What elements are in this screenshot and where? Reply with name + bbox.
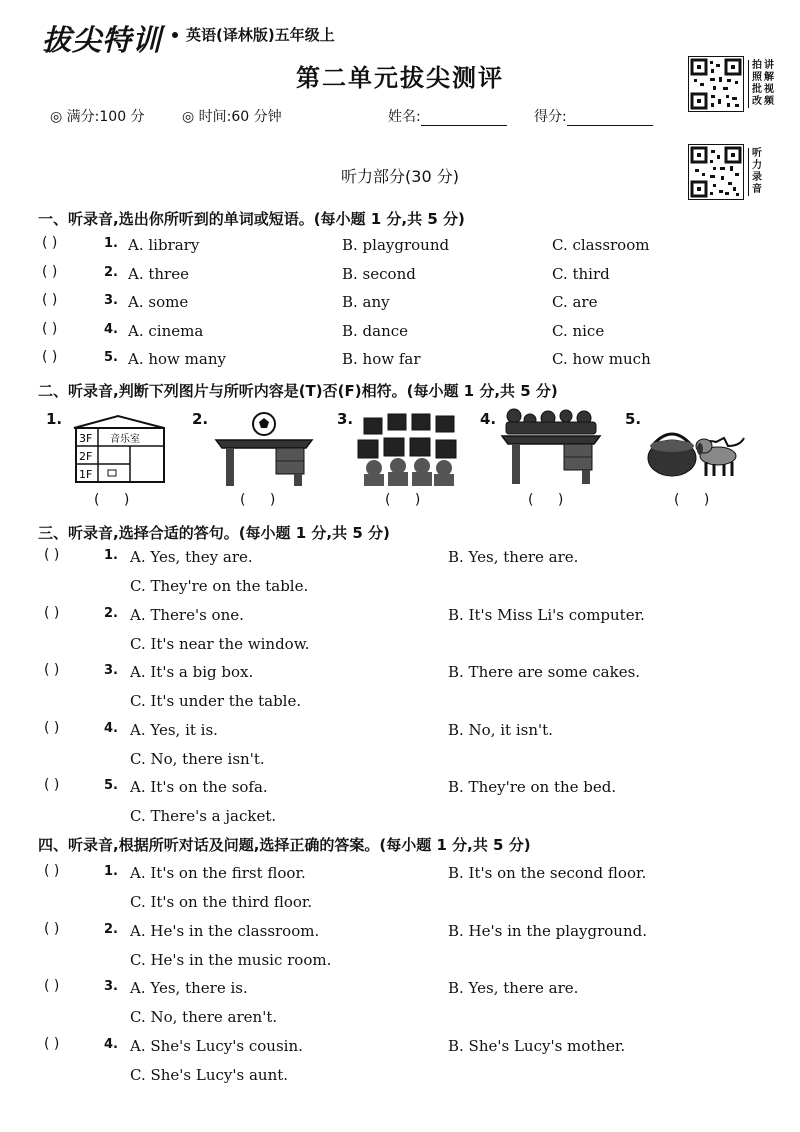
ball-on-table-picture (214, 408, 314, 488)
option-b: B. any (342, 293, 390, 311)
answer-blank[interactable]: ( ) (42, 320, 58, 337)
option-b: B. She's Lucy's mother. (448, 1036, 626, 1055)
option-b: B. Yes, there are. (448, 548, 579, 566)
option-c: C. It's under the table. (130, 692, 302, 710)
option-c: C. There's a jacket. (130, 807, 277, 825)
name-label: 姓名: (388, 109, 421, 125)
answer-blank[interactable]: ( ) (44, 1035, 60, 1052)
qr-code-photo-grading[interactable] (688, 56, 774, 112)
music-room-label: 音乐室 (110, 434, 140, 445)
option-c: C. It's on the third floor. (130, 893, 313, 911)
building-floors-picture (68, 414, 170, 486)
picture-number-4: 4. (480, 410, 497, 428)
option-a: A. how many (128, 350, 226, 368)
option-c: C. nice (552, 321, 605, 340)
question-number: 5. (104, 350, 118, 365)
option-c: C. third (552, 264, 610, 283)
basket-and-dog-picture (644, 416, 748, 486)
question-number: 4. (104, 720, 118, 736)
answer-blank[interactable]: ( ) (44, 547, 60, 563)
option-b: B. He's in the playground. (448, 921, 647, 940)
name-field-group (388, 106, 507, 126)
question-number: 1. (104, 236, 118, 251)
separator-dot (172, 32, 178, 38)
answer-blank[interactable]: ( ) (44, 604, 60, 621)
answer-blank[interactable]: ( ) (44, 662, 60, 678)
question-number: 3. (104, 293, 118, 308)
answer-blank[interactable]: ( ) (42, 263, 58, 280)
option-b: B. No, it isn't. (448, 720, 553, 739)
floor-label-1f: 1F (79, 468, 93, 481)
question-number: 1. (104, 548, 118, 563)
name-input[interactable] (421, 109, 507, 126)
option-b: B. They're on the bed. (448, 778, 617, 796)
option-a: A. library (128, 236, 200, 254)
answer-blank[interactable]: ( ) (44, 777, 60, 793)
answer-blank-pic-1[interactable]: ( ) (94, 492, 140, 508)
question-number: 1. (104, 864, 118, 879)
option-c: C. She's Lucy's aunt. (130, 1065, 289, 1084)
option-c: C. No, there aren't. (130, 1008, 278, 1026)
answer-blank-pic-4[interactable]: ( ) (528, 492, 574, 508)
question-number: 2. (104, 264, 118, 280)
answer-blank[interactable]: ( ) (44, 920, 60, 937)
answer-blank-pic-5[interactable]: ( ) (674, 492, 720, 508)
subject-label: 英语(译林版)五年级上 (186, 26, 335, 44)
toys-on-table-picture (500, 406, 602, 486)
option-a: A. It's a big box. (130, 663, 254, 681)
question-number: 4. (104, 1036, 118, 1052)
answer-blank[interactable]: ( ) (44, 978, 60, 994)
option-a: A. Yes, it is. (130, 720, 218, 739)
question-number: 2. (104, 605, 118, 621)
option-b: B. Yes, there are. (448, 979, 579, 997)
answer-blank[interactable]: ( ) (42, 235, 58, 251)
floor-label-2f: 2F (79, 450, 93, 463)
question-number: 4. (104, 321, 118, 337)
picture-number-1: 1. (46, 410, 63, 428)
option-c: C. classroom (552, 236, 650, 254)
picture-number-3: 3. (337, 410, 354, 428)
option-a: A. There's one. (130, 605, 244, 624)
question-number: 2. (104, 921, 118, 937)
option-a: A. It's on the first floor. (130, 864, 306, 882)
score-field-group (534, 106, 653, 126)
option-a: A. cinema (128, 321, 204, 340)
qr-code-icon (688, 56, 744, 112)
option-b: B. There are some cakes. (448, 663, 641, 681)
option-c: C. They're on the table. (130, 577, 309, 595)
picture-number-5: 5. (625, 410, 642, 428)
question-number: 3. (104, 979, 118, 994)
option-a: A. He's in the classroom. (130, 921, 320, 940)
option-b: B. It's Miss Li's computer. (448, 605, 645, 624)
option-a: A. three (128, 264, 189, 283)
option-b: B. how far (342, 350, 421, 368)
option-b: B. playground (342, 236, 450, 254)
option-a: A. some (128, 293, 189, 311)
picture-number-2: 2. (192, 410, 209, 428)
full-score: ◎ 满分:100 分 (50, 109, 145, 125)
option-a: A. It's on the sofa. (130, 778, 268, 796)
score-input[interactable] (567, 109, 653, 126)
option-a: A. Yes, there is. (130, 979, 248, 997)
answer-blank[interactable]: ( ) (44, 863, 60, 879)
answer-blank[interactable]: ( ) (42, 292, 58, 308)
answer-blank-pic-2[interactable]: ( ) (240, 492, 286, 508)
part1-title: 一、听录音,选出你所听到的单词或短语。(每小题 1 分,共 5 分) (38, 210, 465, 228)
part3-title: 三、听录音,选择合适的答句。(每小题 1 分,共 5 分) (38, 524, 390, 542)
option-c: C. It's near the window. (130, 634, 310, 653)
answer-blank[interactable]: ( ) (42, 349, 58, 365)
score-label: 得分: (534, 109, 567, 125)
part2-title: 二、听录音,判断下列图片与所听内容是(T)否(F)相符。(每小题 1 分,共 5 分) (38, 382, 558, 400)
qr-label-explain: 讲 解 视 频 (764, 60, 774, 107)
option-b: B. dance (342, 321, 409, 340)
answer-blank[interactable]: ( ) (44, 719, 60, 736)
brand-title: 拔尖特训 (42, 23, 163, 57)
option-c: C. are (552, 293, 598, 311)
qr-label-video: 拍 照 批 改 (748, 60, 762, 108)
computer-room-picture (356, 406, 460, 486)
floor-label-3f: 3F (79, 432, 93, 445)
option-b: B. second (342, 264, 416, 283)
qr-label-audio: 听 力 录 音 (748, 148, 762, 196)
option-a: A. She's Lucy's cousin. (130, 1036, 303, 1055)
question-number: 5. (104, 778, 118, 793)
part4-title: 四、听录音,根据所听对话及问题,选择正确的答案。(每小题 1 分,共 5 分) (38, 836, 531, 854)
time-limit: ◎ 时间:60 分钟 (182, 109, 282, 125)
answer-blank-pic-3[interactable]: ( ) (385, 492, 431, 508)
question-number: 3. (104, 663, 118, 678)
option-c: C. how much (552, 350, 651, 368)
listening-section-title: 听力部分(30 分) (341, 167, 459, 186)
option-c: C. He's in the music room. (130, 950, 332, 969)
option-a: A. Yes, they are. (130, 548, 253, 566)
option-c: C. No, there isn't. (130, 749, 265, 768)
page-title: 第二单元拔尖测评 (296, 64, 504, 92)
option-b: B. It's on the second floor. (448, 864, 647, 882)
